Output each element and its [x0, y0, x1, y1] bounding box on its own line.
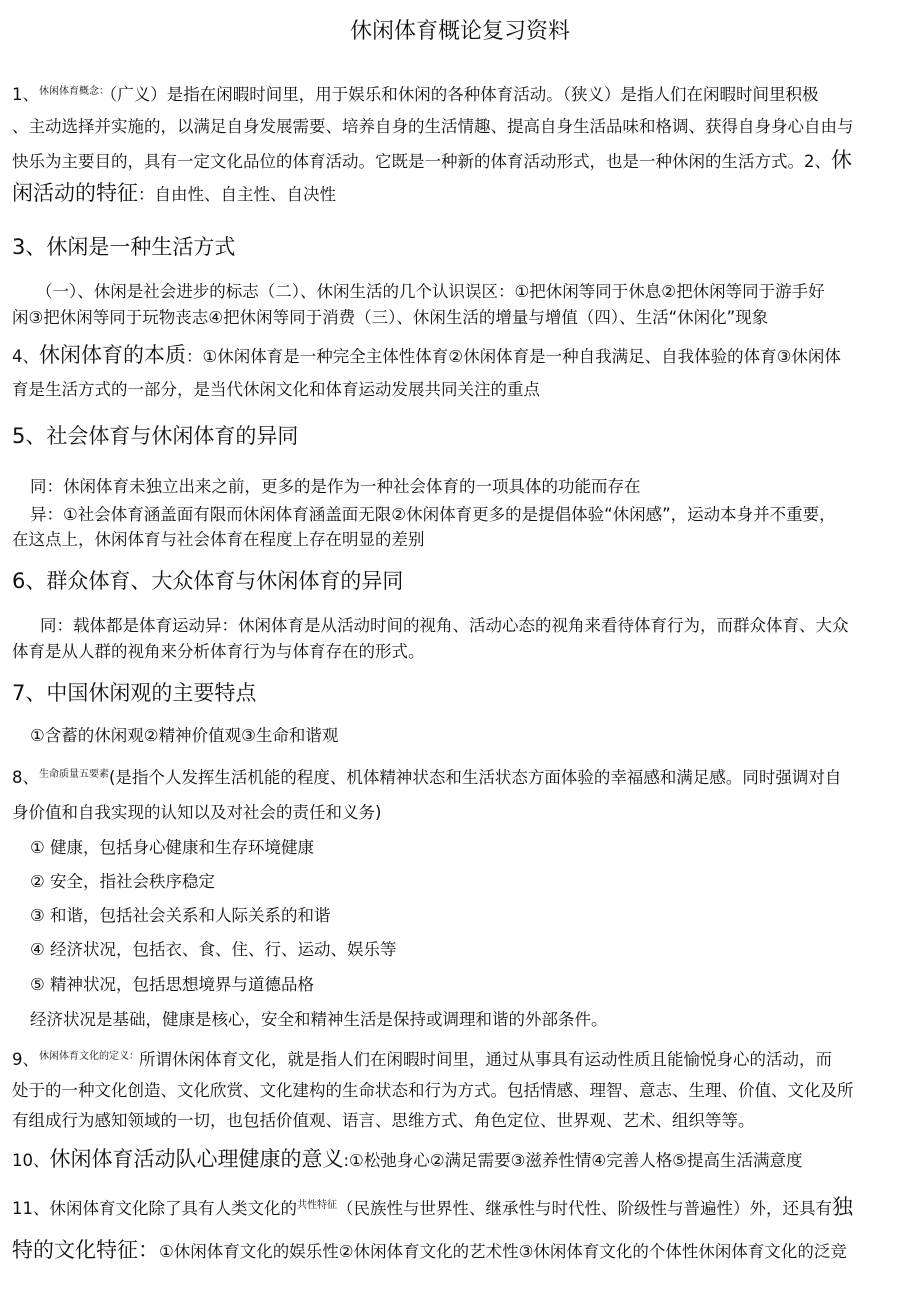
list-item: ⑤ 精神状况，包括思想境界与道德品格	[30, 975, 315, 994]
section-number: 1、	[12, 85, 39, 104]
section-3-line: 闲③把休闲等同于玩物丧志④把休闲等同于消费（三）、休闲生活的增量与增值（四）、生活“休闲化”现象	[12, 308, 769, 327]
term-label: 生命质量五要素	[39, 769, 109, 780]
section-4-line	[12, 343, 841, 369]
section-9-line	[12, 1045, 832, 1072]
text: ①休闲体育文化的娱乐性②休闲体育文化的艺术性③休闲体育文化的个体性休闲体育文化的泛竞	[159, 1242, 847, 1261]
section-heading: 休闲体育的本质	[39, 343, 186, 367]
text: 快乐为主要目的，具有一定文化品位的体育活动。它既是一种新的体育活动形式，也是一种休闲的生活方式。2、	[12, 152, 831, 171]
list-item: ① 健康，包括身心健康和生存环境健康	[30, 838, 315, 857]
section-4-line: 育是生活方式的一部分，是当代休闲文化和体育运动发展共同关注的重点	[12, 380, 540, 399]
section-1-line	[12, 148, 852, 174]
text: 11、休闲体育文化除了具有人类文化的	[12, 1199, 297, 1218]
section-3-heading: 3、休闲是一种生活方式	[12, 235, 236, 259]
section-heading: 休闲体育活动队心理健康的意义	[49, 1147, 344, 1171]
term-label: 休闲体育概念：	[39, 86, 109, 97]
section-8-line	[12, 763, 841, 790]
section-5-line: 在这点上，休闲体育与社会体育在程度上存在明显的差别	[12, 530, 425, 549]
section-number: 8、	[12, 768, 39, 787]
section-heading: 特的文化特征：	[12, 1238, 159, 1262]
section-6-line: 体育是从人群的视角来分析体育行为与体育存在的形式。	[12, 642, 425, 661]
term-label: 休闲体育文化的定义：	[39, 1051, 139, 1062]
list-item: ② 安全，指社会秩序稳定	[30, 872, 216, 891]
section-1-line	[12, 80, 819, 107]
section-heading: 闲活动的特征	[12, 181, 138, 205]
section-8-line: 身价值和自我实现的认知以及对社会的责任和义务)	[12, 803, 382, 822]
section-5-line: 同：休闲体育未独立出来之前，更多的是作为一种社会体育的一项具体的功能而存在	[30, 477, 641, 496]
document-title: 休闲体育概论复习资料	[349, 19, 570, 44]
text: ：①休闲体育是一种完全主体性体育②休闲体育是一种自我满足、自我体验的体育③休闲体	[186, 347, 841, 366]
text: :①松弛身心②满足需要③滋养性情④完善人格⑤提高生活满意度	[343, 1151, 803, 1170]
section-number: 4、	[12, 347, 39, 366]
text: 所谓休闲体育文化，就是指人们在闲暇时间里，通过从事具有运动性质且能愉悦身心的活动，而	[139, 1050, 832, 1069]
section-1-line: 、主动选择并实施的，以满足自身发展需要、培养自身的生活情趣、提高自身生活品味和格调、获得自身身心自由与	[12, 117, 854, 136]
section-11-line	[12, 1194, 853, 1221]
text: （广义）是指在闲暇时间里，用于娱乐和休闲的各种体育活动。（狭义）是指人们在闲暇时间里积极	[109, 85, 819, 104]
section-9-line: 有组成行为感知领域的一切，也包括价值观、语言、思维方式、角色定位、世界观、艺术、组织等等。	[12, 1111, 755, 1130]
section-number: 9、	[12, 1050, 39, 1069]
list-item: ③ 和谐，包括社会关系和人际关系的和谐	[30, 906, 331, 925]
heading-fragment: 休	[831, 148, 852, 172]
section-5-line: 异：①社会体育涵盖面有限而休闲体育涵盖面无限②休闲体育更多的是提倡体验“休闲感”，运动本身并不重要，	[30, 505, 836, 524]
text: ：自由性、自主性、自决性	[138, 185, 336, 204]
section-3-line: （一）、休闲是社会进步的标志（二）、休闲生活的几个认识误区：①把休闲等同于休息②把休闲等同于游手好	[36, 282, 825, 301]
section-7-heading: 7、中国休闲观的主要特点	[12, 681, 257, 705]
term-label: 共性特征	[297, 1200, 337, 1211]
section-number: 10、	[12, 1151, 50, 1170]
section-9-line: 处于的一种文化创造、文化欣赏、文化建构的生命状态和行为方式。包括情感、理智、意志、生理、价值、文化及所	[12, 1081, 854, 1100]
section-7-line: ①含蓄的休闲观②精神价值观③生命和谐观	[30, 726, 339, 745]
section-2-line	[12, 181, 336, 207]
section-8-summary: 经济状况是基础，健康是核心，安全和精神生活是保持或调理和谐的外部条件。	[30, 1010, 608, 1029]
section-10-line	[12, 1147, 803, 1173]
text: （民族性与世界性、继承性与时代性、阶级性与普遍性）外，还具有	[337, 1199, 832, 1218]
heading-fragment: 独	[832, 1195, 853, 1219]
section-11-line	[12, 1238, 847, 1264]
section-5-heading: 5、社会体育与休闲体育的异同	[12, 424, 299, 448]
section-6-line: 同：载体都是体育运动异：休闲体育是从活动时间的视角、活动心态的视角来看待体育行为，而群众体育、大众	[40, 616, 849, 635]
section-6-heading: 6、群众体育、大众体育与休闲体育的异同	[12, 569, 404, 593]
list-item: ④ 经济状况，包括衣、食、住、行、运动、娱乐等	[30, 940, 397, 959]
text: (是指个人发挥生活机能的程度、机体精神状态和生活状态方面体验的幸福感和满足感。同时强调对自	[109, 768, 842, 787]
